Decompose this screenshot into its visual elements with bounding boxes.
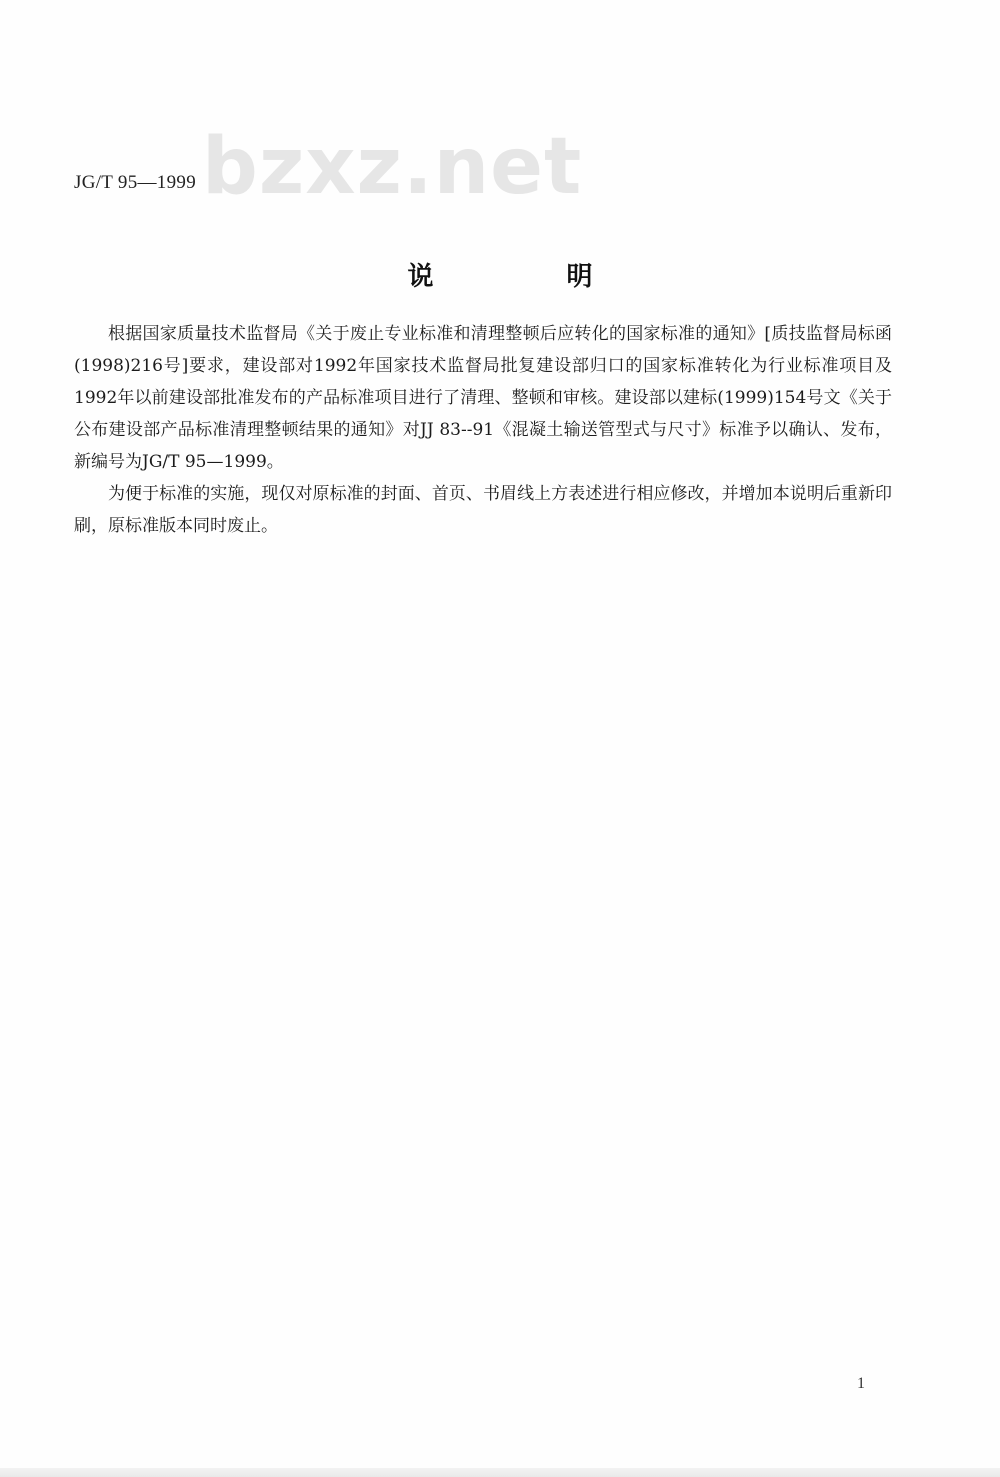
body-text <box>74 318 892 542</box>
page-title: 说 明 <box>407 262 655 292</box>
paragraph-2: 为便于标准的实施，现仅对原标准的封面、首页、书眉线上方表述进行相应修改，并增加本说明后重新印刷，原标准版本同时废止。 <box>74 484 892 536</box>
standard-code: JG/T 95—1999 <box>74 172 197 193</box>
paragraph-1: 根据国家质量技术监督局《关于废止专业标准和清理整顿后应转化的国家标准的通知》[质技监督局标函(1998)216号]要求，建设部对1992年国家技术监督局批复建设部归口的国家标准转化为行业标准项目及1992年以前建设部批准发布的产品标准项目进行了清理、整顿和审核。建设部以建标(1999)154号文《关于公布建设部产品标准清理整顿结果的通知》对JJ 83--91《混凝土输送管型式与尺寸》标准予以确认、发布，新编号为JG/T 95—1999。 <box>74 324 892 472</box>
page-number: 1 <box>857 1375 865 1392</box>
page-bottom-edge <box>0 1468 1000 1477</box>
watermark: bzxz.net <box>202 122 583 212</box>
